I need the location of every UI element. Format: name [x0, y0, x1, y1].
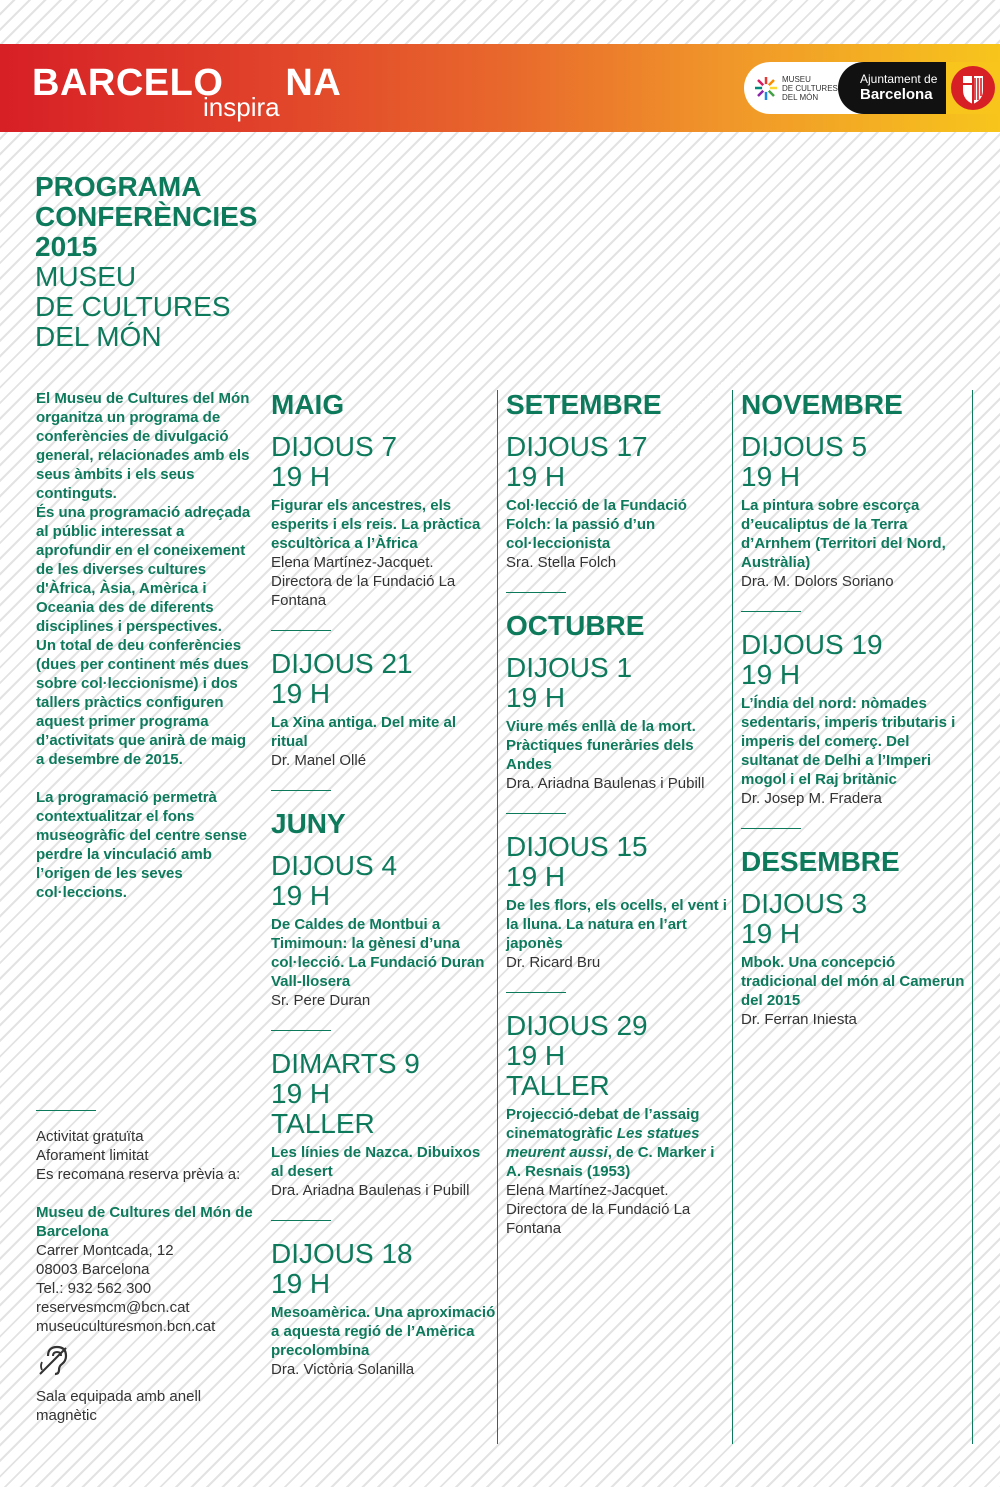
event-day: DIJOUS 5	[741, 431, 868, 462]
program-title	[35, 172, 257, 262]
event-item	[741, 889, 966, 1029]
event-title: La Xina antiga. Del mite al ritual	[271, 714, 457, 750]
event-separator	[271, 790, 331, 791]
event-time: 19 H	[506, 1040, 566, 1071]
event-speaker: Elena Martínez-Jacquet. Directora de la Fundació La Fontana	[271, 554, 456, 609]
event-time: 19 H	[741, 461, 801, 492]
museum-city: 08003 Barcelona	[36, 1261, 150, 1278]
title-line6: DEL MÓN	[35, 321, 162, 352]
event-time: 19 H	[506, 461, 566, 492]
event-item	[506, 1011, 731, 1238]
event-title: Mesoamèrica. Una aproximació a aquesta regió de l’Amèrica precolombina	[271, 1304, 496, 1359]
hearing-loop-icon	[36, 1342, 258, 1383]
event-speaker: Dra. M. Dolors Soriano	[741, 573, 894, 590]
event-title: L’Índia del nord: nòmades sedentaris, imperis tributaris i imperis del comerç. Del sultanat de Delhi a l’Imperi mogol i el Raj britànic	[741, 695, 956, 788]
museu-logo-line2: DE CULTURES	[782, 84, 838, 93]
intro-paragraph: Un total de deu conferències (dues per continent més dues sobre col·leccionisme) i dos tallers pràctics configuren aquest primer programa d’activitats que anirà de maig a desembre de 2015.	[36, 637, 249, 768]
event-time: 19 H	[506, 861, 566, 892]
event-day: DIJOUS 17	[506, 431, 648, 462]
event-item	[271, 432, 496, 610]
info-separator	[36, 1110, 96, 1111]
film-title: Les statues meurent aussi	[506, 1125, 700, 1161]
event-title: Mbok. Una concepció tradicional del món al Camerun del 2015	[741, 954, 965, 1009]
event-separator	[271, 1220, 331, 1221]
event-title	[506, 1105, 731, 1181]
event-speaker: Elena Martínez-Jacquet. Directora de la Fundació La Fontana	[506, 1182, 691, 1237]
month-heading: MAIG	[271, 389, 345, 420]
info-line: Aforament limitat	[36, 1147, 149, 1164]
event-time: 19 H	[271, 880, 331, 911]
event-item	[506, 653, 731, 793]
event-separator	[741, 828, 801, 829]
event-title: Col·lecció de la Fundació Folch: la passió d’un col·leccionista	[506, 497, 687, 552]
event-speaker: Dra. Ariadna Baulenas i Pubill	[271, 1182, 470, 1199]
event-day: DIJOUS 21	[271, 648, 413, 679]
event-time: 19 H	[271, 461, 331, 492]
event-day: DIJOUS 3	[741, 888, 868, 919]
event-speaker: Dra. Ariadna Baulenas i Pubill	[506, 775, 705, 792]
event-time: 19 H	[741, 659, 801, 690]
event-title: Figurar els ancestres, els esperits i els reis. La pràctica escultòrica a l’Àfrica	[271, 497, 481, 552]
event-title: La pintura sobre escorça d’eucaliptus de la Terra d’Arnhem (Territori del Nord, Austràlia)	[741, 497, 946, 571]
event-day: DIJOUS 7	[271, 431, 398, 462]
info-block	[36, 1110, 258, 1425]
event-separator	[506, 992, 566, 993]
barcelona-shield-icon	[946, 62, 1000, 114]
info-line: Activitat gratuïta	[36, 1128, 144, 1145]
event-day: DIJOUS 1	[506, 652, 633, 683]
column-divider	[497, 390, 498, 1444]
month-heading: JUNY	[271, 808, 346, 839]
event-separator	[741, 611, 801, 612]
event-title-part: Projecció-debat de l’assaig cinematogràfic	[506, 1106, 700, 1142]
museum-web[interactable]: museuculturesmon.bcn.cat	[36, 1318, 216, 1335]
event-item	[271, 1049, 496, 1200]
event-day: DIJOUS 18	[271, 1238, 413, 1269]
brand-left: BARCELO	[32, 62, 224, 104]
museu-logo-line3: DEL MÓN	[782, 93, 819, 102]
intro-paragraph: El Museu de Cultures del Món organitza un programa de conferències de divulgació general, relacionades amb els seus àmbits i els seus continguts.	[36, 390, 250, 502]
event-separator	[506, 813, 566, 814]
month-heading: SETEMBRE	[506, 389, 662, 420]
event-speaker: Dr. Ferran Iniesta	[741, 1011, 857, 1028]
event-speaker: Dr. Ricard Bru	[506, 954, 601, 971]
month-heading: DESEMBRE	[741, 846, 900, 877]
museum-name: Museu de Cultures del Món de Barcelona	[36, 1204, 253, 1240]
title-line1: PROGRAMA	[35, 171, 202, 202]
event-speaker: Dra. Victòria Solanilla	[271, 1361, 415, 1378]
event-item	[271, 1239, 496, 1379]
event-speaker: Sra. Stella Folch	[506, 554, 617, 571]
title-line4: MUSEU	[35, 261, 137, 292]
museum-title	[35, 262, 231, 352]
event-item	[506, 832, 731, 972]
event-title: De les flors, els ocells, el vent i la lluna. La natura en l’art japonès	[506, 897, 727, 952]
event-item	[741, 630, 966, 808]
ajuntament-line1: Ajuntament de	[860, 72, 938, 86]
schedule-column-2	[506, 390, 731, 1238]
event-speaker: Sr. Pere Duran	[271, 992, 371, 1009]
column-divider	[972, 390, 973, 1444]
schedule-column-1	[271, 390, 496, 1379]
intro-paragraph: La programació permetrà contextualitzar el fons museogràfic del centre sense perdre la vinculació amb l’origen de les seves col·leccions.	[36, 789, 247, 901]
museu-logo-icon	[754, 75, 778, 101]
event-day: DIJOUS 19	[741, 629, 883, 660]
event-time: 19 H	[506, 682, 566, 713]
schedule-column-3	[741, 390, 966, 1029]
event-time: 19 H	[271, 678, 331, 709]
event-time: 19 H	[741, 918, 801, 949]
intro-paragraph: És una programació adreçada al públic interessat a aprofundir en el coneixement de les diverses cultures d'Àfrica, Àsia, Amèrica i Oceania des de diferents disciplines i perspectives.	[36, 504, 251, 635]
column-divider	[732, 390, 733, 1444]
event-day: DIMARTS 9	[271, 1048, 420, 1079]
info-line: Es recomana reserva prèvia a:	[36, 1166, 241, 1183]
event-item	[741, 432, 966, 591]
event-day: DIJOUS 15	[506, 831, 648, 862]
event-title: Viure més enllà de la mort. Pràctiques funeràries dels Andes	[506, 718, 696, 773]
museum-email[interactable]: reservesmcm@bcn.cat	[36, 1299, 190, 1316]
brand-right: NA	[285, 62, 342, 104]
event-title: De Caldes de Montbui a Timimoun: la gènesi d’una col·lecció. La Fundació Duran Vall-llosera	[271, 916, 485, 990]
ajuntament-line2: Barcelona	[860, 86, 933, 103]
event-item	[506, 432, 731, 572]
intro-text	[36, 389, 258, 902]
title-line2: CONFERÈNCIES	[35, 201, 258, 232]
event-kind: TALLER	[271, 1108, 375, 1139]
event-speaker: Dr. Manel Ollé	[271, 752, 367, 769]
event-kind: TALLER	[506, 1070, 610, 1101]
event-time: 19 H	[271, 1268, 331, 1299]
event-day: DIJOUS 29	[506, 1010, 648, 1041]
event-title-part: , de C. Marker i A. Resnais (1953)	[506, 1144, 715, 1180]
accessibility-note: Sala equipada amb anell magnètic	[36, 1388, 202, 1424]
event-time: 19 H	[271, 1078, 331, 1109]
museum-phone[interactable]: Tel.: 932 562 300	[36, 1280, 152, 1297]
event-item	[271, 649, 496, 770]
event-item	[271, 851, 496, 1010]
event-day: DIJOUS 4	[271, 850, 398, 881]
event-separator	[506, 592, 566, 593]
museum-address: Carrer Montcada, 12	[36, 1242, 174, 1259]
title-line5: DE CULTURES	[35, 291, 231, 322]
barcelona-inspira-logo	[32, 62, 341, 105]
museu-logo-line1: MUSEU	[782, 75, 811, 84]
event-title: Les línies de Nazca. Dibuixos al desert	[271, 1144, 481, 1180]
month-heading: NOVEMBRE	[741, 389, 903, 420]
event-speaker: Dr. Josep M. Fradera	[741, 790, 882, 807]
title-line3: 2015	[35, 231, 98, 262]
event-separator	[271, 1030, 331, 1031]
event-separator	[271, 630, 331, 631]
brand-sub: inspira	[203, 92, 280, 122]
month-heading: OCTUBRE	[506, 610, 645, 641]
